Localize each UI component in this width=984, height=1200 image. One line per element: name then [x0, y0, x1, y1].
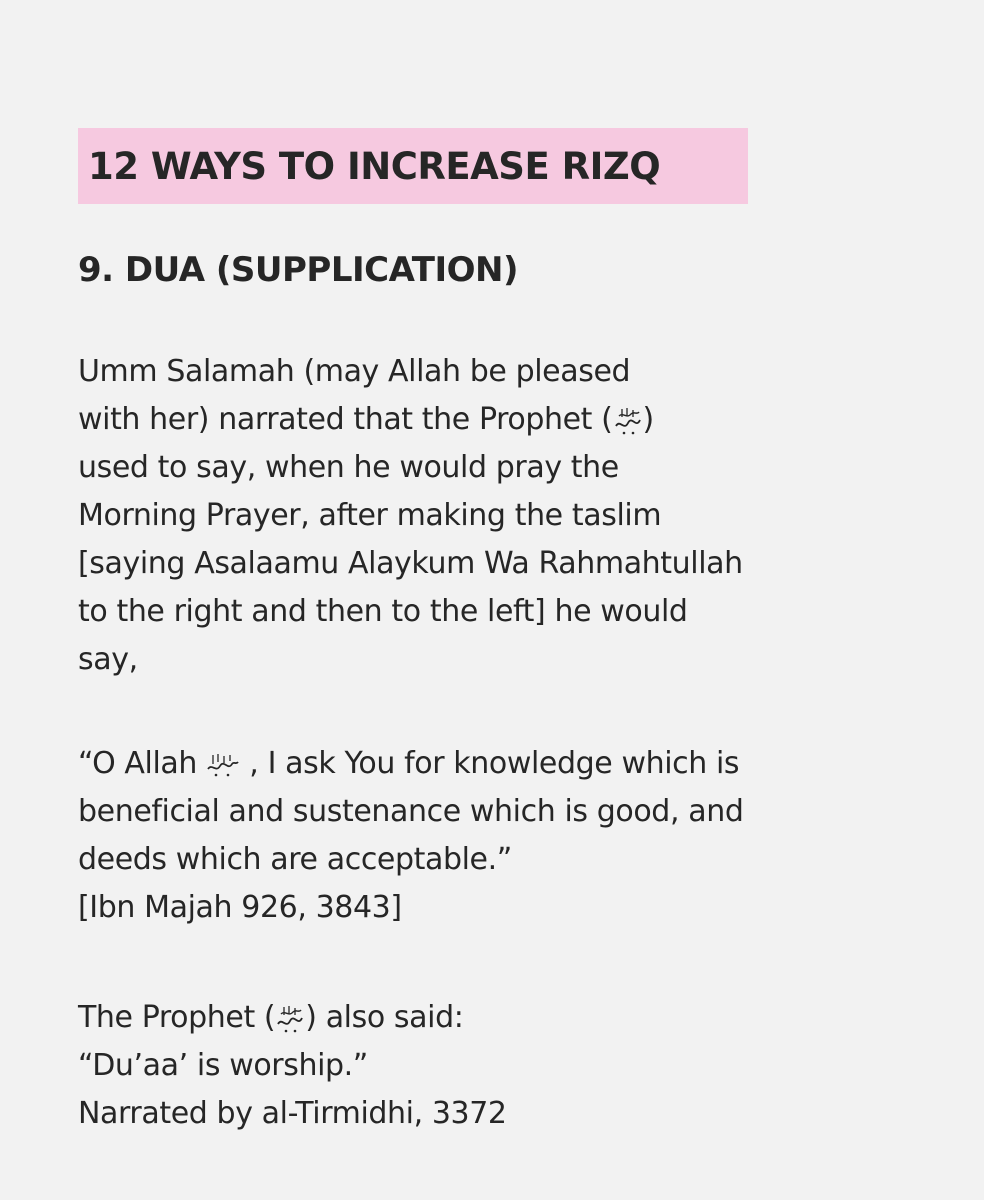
hadith-line	[78, 994, 928, 1042]
narration-line: used to say, when he would pray the	[78, 450, 619, 485]
narration-line: say,	[78, 642, 138, 677]
narration-paragraph	[78, 348, 928, 684]
dua-text: “O Allah	[78, 746, 198, 781]
narration-line: Umm Salamah (may Allah be pleased	[78, 354, 631, 389]
narration-line: [saying Asalaamu Alaykum Wa Rahmahtullah	[78, 546, 743, 581]
dua-paragraph	[78, 740, 928, 932]
jalla-jalaluhu-calligraphy-icon	[206, 751, 240, 779]
title-banner	[78, 128, 748, 204]
hadith-text: ) also said:	[305, 1000, 464, 1035]
dua-text: , I ask You for knowledge which is	[249, 746, 740, 781]
narration-text: )	[642, 402, 654, 437]
salawat-calligraphy-icon	[275, 1004, 305, 1034]
section-heading: 9. DUA (SUPPLICATION)	[78, 250, 518, 290]
hadith-reference: Narrated by al-Tirmidhi, 3372	[78, 1096, 507, 1131]
narration-line: to the right and then to the left] he would	[78, 594, 688, 629]
hadith-quote: “Du’aa’ is worship.”	[78, 1048, 368, 1083]
narration-line: Morning Prayer, after making the taslim	[78, 498, 662, 533]
dua-line	[78, 740, 928, 788]
hadith-paragraph	[78, 994, 928, 1138]
hadith-text: The Prophet (	[78, 1000, 276, 1035]
dua-line: beneficial and sustenance which is good, and	[78, 794, 744, 829]
salawat-calligraphy-icon	[613, 406, 643, 436]
page-title: 12 WAYS TO INCREASE RIZQ	[88, 144, 661, 188]
dua-line: deeds which are acceptable.”	[78, 842, 512, 877]
narration-text: with her) narrated that the Prophet (	[78, 402, 613, 437]
dua-reference: [Ibn Majah 926, 3843]	[78, 890, 402, 925]
narration-line	[78, 396, 928, 444]
